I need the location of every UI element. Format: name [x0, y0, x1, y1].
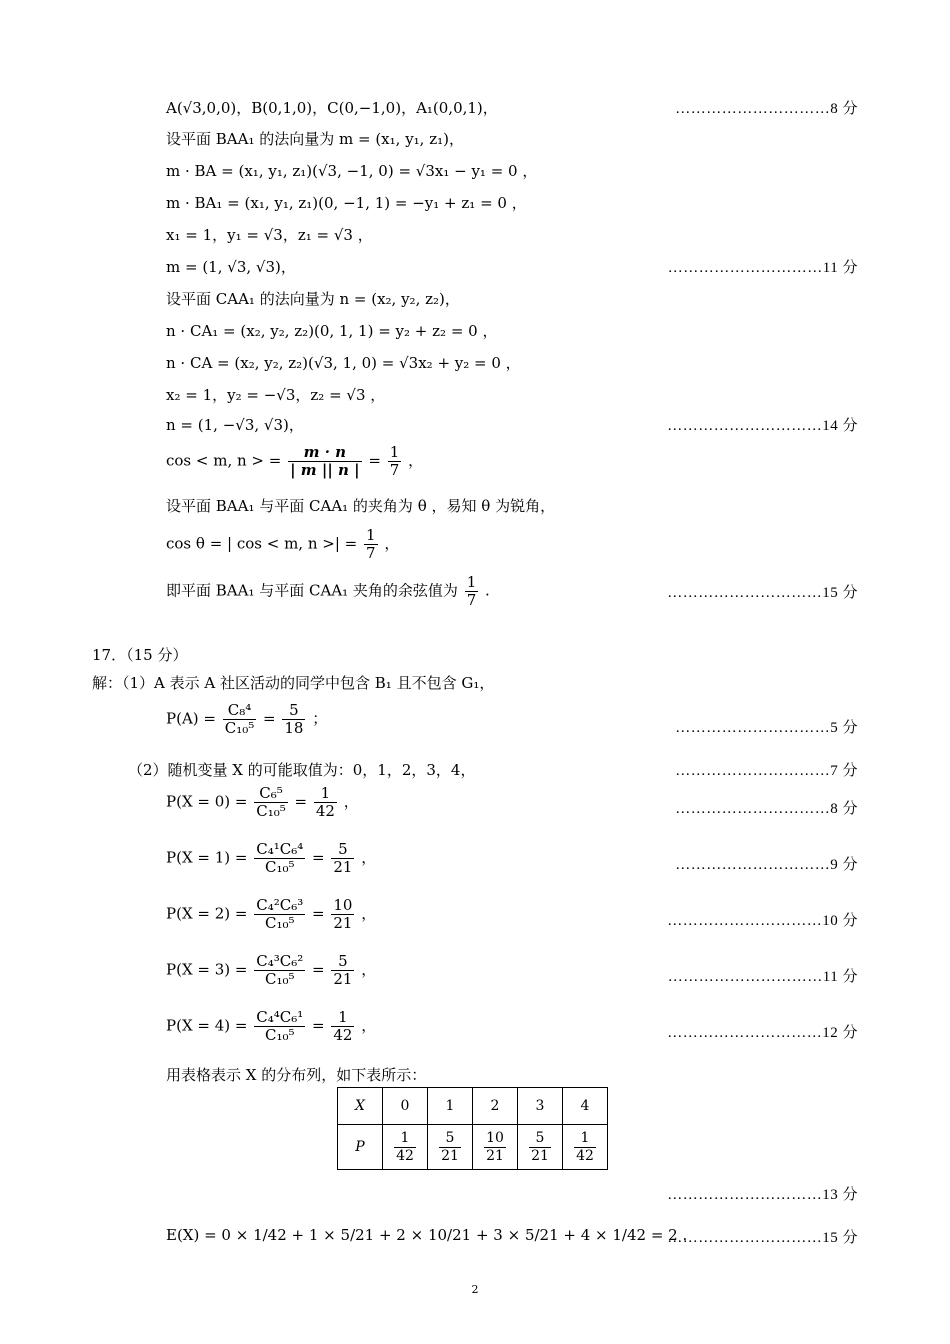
n-vector: n = (1, −√3, √3)，: [166, 416, 304, 434]
table-intro: 用表格表示 X 的分布列，如下表所示：: [166, 1066, 427, 1084]
px1-formula: P(X = 1) = $\frac{\text{C₄¹C₆⁴}}{\text{C₁₀⁵}}$ = $\frac{5}{21}$ ，: [166, 840, 377, 876]
solution-part-2: （2）随机变量 X 的可能取值为：0，1，2，3，4，: [128, 761, 476, 779]
score-marker: …………………………14 分: [667, 418, 858, 434]
table-cell: $\frac{1}{42}$: [563, 1125, 608, 1170]
n-components: x₂ = 1，y₂ = −√3，z₂ = √3 ，: [166, 386, 386, 404]
table-row: [338, 1125, 608, 1170]
pa-formula: P(A) = $\frac{\text{C₈⁴}}{\text{C₁₀⁵}}$ = $\frac{5}{18}$ ；: [166, 701, 328, 737]
m-vector: m = (1, √3, √3)，: [166, 258, 296, 276]
one-seventh-fraction: $\frac{1}{7}$: [389, 443, 400, 479]
cos-theta-line: cos θ = | cos < m, n >| = $\frac{1}{7}$ ，: [166, 526, 400, 562]
score-marker: …………………………13 分: [667, 1187, 858, 1203]
table-cell: 3: [518, 1088, 563, 1125]
n-dot-ca: n · CA = (x₂, y₂, z₂)(√3, 1, 0) = √3x₂ + y₂ = 0 ，: [166, 354, 521, 372]
px2-formula: P(X = 2) = $\frac{\text{C₄²C₆³}}{\text{C₁₀⁵}}$ = $\frac{10}{21}$ ，: [166, 896, 377, 932]
table-cell: 4: [563, 1088, 608, 1125]
one-seventh-fraction: $\frac{1}{7}$: [466, 573, 477, 609]
table-row: [338, 1088, 608, 1125]
normal-vector-n-intro: 设平面 CAA₁ 的法向量为 n = (x₂, y₂, z₂)，: [166, 290, 460, 308]
m-dot-ba1: m · BA₁ = (x₁, y₁, z₁)(0, −1, 1) = −y₁ + z₁ = 0 ，: [166, 194, 527, 212]
score-marker: …………………………11 分: [667, 260, 858, 276]
table-cell: $\frac{1}{42}$: [383, 1125, 428, 1170]
n-dot-ca1: n · CA₁ = (x₂, y₂, z₂)(0, 1, 1) = y₂ + z₂ = 0 ，: [166, 322, 498, 340]
score-marker: …………………………15 分: [667, 585, 858, 601]
px3-formula: P(X = 3) = $\frac{\text{C₄³C₆²}}{\text{C₁₀⁵}}$ = $\frac{5}{21}$ ，: [166, 952, 377, 988]
table-cell: X: [338, 1088, 383, 1125]
table-cell: $\frac{5}{21}$: [428, 1125, 473, 1170]
table-cell: $\frac{10}{21}$: [473, 1125, 518, 1170]
coordinates-line: A(√3,0,0)，B(0,1,0)，C(0,−1,0)，A₁(0,0,1)，: [166, 99, 498, 117]
score-marker: …………………………8 分: [675, 101, 858, 117]
question-17-heading: 17．（15 分）: [92, 646, 188, 664]
expectation-formula: E(X) = 0 × 1/42 + 1 × 5/21 + 2 × 10/21 + 3 × 5/21 + 4 × 1/42 = 2 .: [166, 1226, 688, 1244]
table-cell: 0: [383, 1088, 428, 1125]
score-marker: …………………………7 分: [675, 763, 858, 779]
cos-mn-line: cos < m, n > = $\frac{m \cdot n}{| m || n |}$ = $\frac{1}{7}$ ，: [166, 443, 424, 479]
score-marker: …………………………5 分: [675, 720, 858, 736]
px0-formula: P(X = 0) = $\frac{\text{C₆⁵}}{\text{C₁₀⁵}}$ = $\frac{1}{42}$ ，: [166, 784, 359, 820]
page-number: 2: [471, 1283, 479, 1296]
cos-fraction: $\frac{m \cdot n}{| m || n |}$: [290, 443, 360, 479]
score-marker: …………………………12 分: [667, 1025, 858, 1041]
table-cell: 1: [428, 1088, 473, 1125]
m-components: x₁ = 1，y₁ = √3，z₁ = √3 ，: [166, 226, 373, 244]
px4-formula: P(X = 4) = $\frac{\text{C₄⁴C₆¹}}{\text{C₁₀⁵}}$ = $\frac{1}{42}$ ，: [166, 1008, 377, 1044]
score-marker: …………………………15 分: [667, 1230, 858, 1246]
table-cell: 2: [473, 1088, 518, 1125]
distribution-table: [337, 1087, 608, 1170]
score-marker: …………………………11 分: [667, 969, 858, 985]
solution-part-1: 解：（1）A 表示 A 社区活动的同学中包含 B₁ 且不包含 G₁，: [92, 674, 495, 692]
one-seventh-fraction: $\frac{1}{7}$: [366, 526, 376, 562]
score-marker: …………………………8 分: [675, 801, 858, 817]
conclusion-line: 即平面 BAA₁ 与平面 CAA₁ 夹角的余弦值为 $\frac{1}{7}$ .: [166, 573, 490, 609]
normal-vector-m-intro: 设平面 BAA₁ 的法向量为 m = (x₁, y₁, z₁)，: [166, 130, 464, 148]
score-marker: …………………………10 分: [667, 913, 858, 929]
angle-theta-line: 设平面 BAA₁ 与平面 CAA₁ 的夹角为 θ ，易知 θ 为锐角，: [166, 497, 556, 515]
score-marker: …………………………9 分: [675, 857, 858, 873]
table-cell: $\frac{5}{21}$: [518, 1125, 563, 1170]
table-cell: P: [338, 1125, 383, 1170]
m-dot-ba: m · BA = (x₁, y₁, z₁)(√3, −1, 0) = √3x₁ − y₁ = 0 ，: [166, 162, 538, 180]
